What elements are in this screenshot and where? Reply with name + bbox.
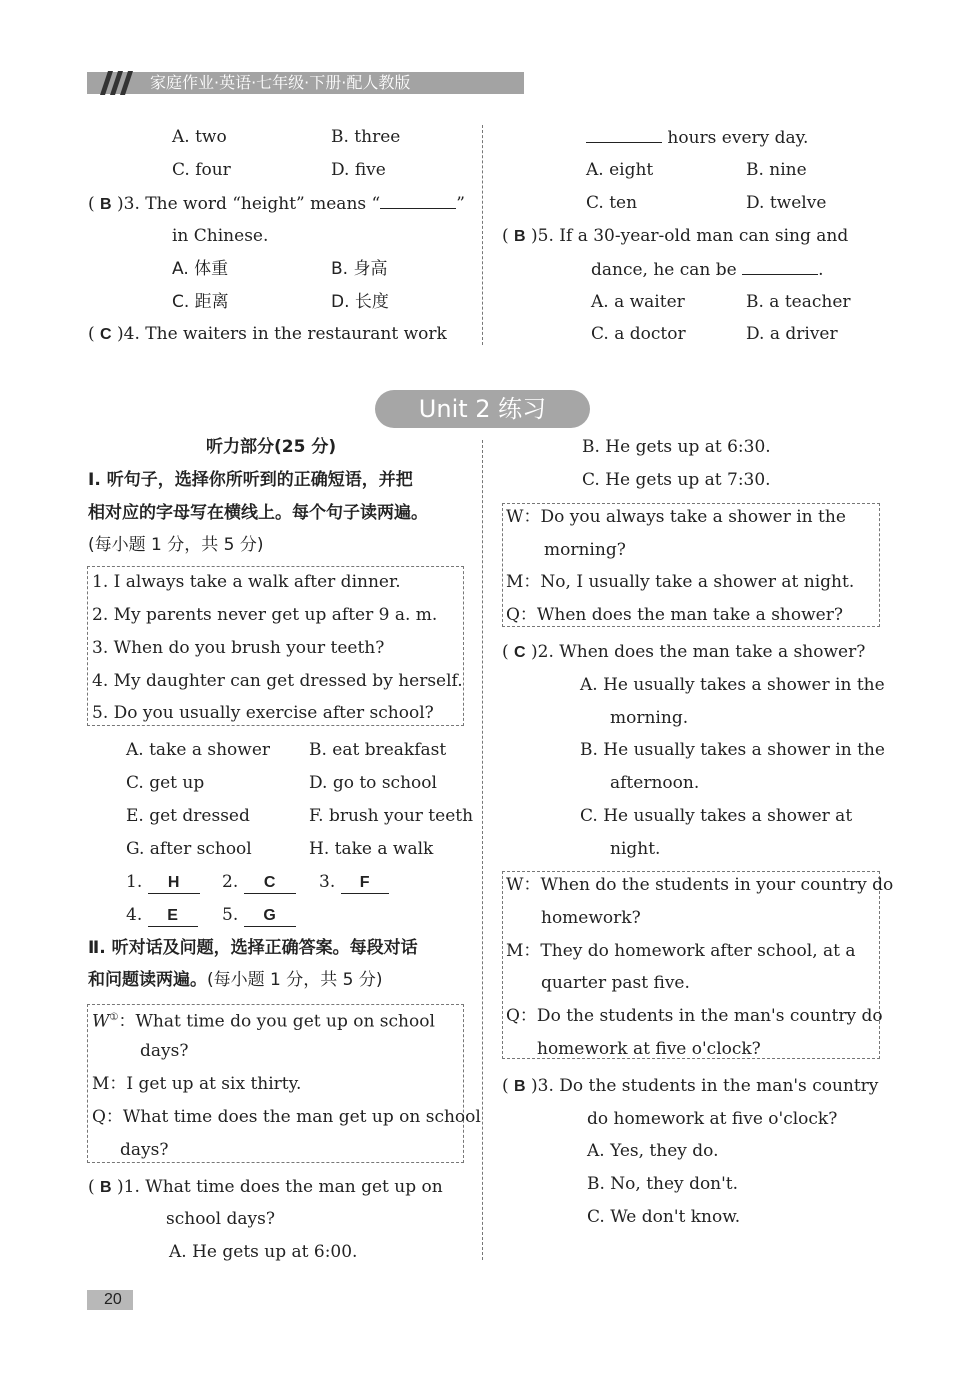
fill-item: 4. E bbox=[126, 905, 198, 927]
option: D. 长度 bbox=[331, 292, 389, 312]
header-slashes-icon bbox=[94, 71, 134, 95]
blank bbox=[742, 259, 818, 275]
option: B. nine bbox=[746, 160, 807, 180]
question-3-listening: ( B )3. Do the students in the man's country bbox=[502, 1076, 879, 1096]
phrase-option: B. eat breakfast bbox=[309, 740, 447, 760]
answer-q5: B bbox=[514, 228, 526, 245]
option: D. five bbox=[331, 160, 386, 180]
option: B. He gets up at 6:30. bbox=[582, 437, 771, 457]
option: A. 体重 bbox=[172, 259, 229, 279]
phrase-option: H. take a walk bbox=[309, 839, 434, 859]
question-1: ( B )1. What time does the man get up on bbox=[88, 1177, 443, 1197]
answer-q2: C bbox=[514, 644, 526, 661]
dialog-line: Q：When does the man take a shower? bbox=[506, 605, 843, 625]
option: A. two bbox=[172, 127, 227, 147]
option: afternoon. bbox=[610, 773, 700, 793]
part2-instruction-1: Ⅱ. 听对话及问题，选择正确答案。每段对话 bbox=[88, 938, 418, 958]
dialog-line: W①：What time do you get up on school bbox=[92, 1011, 435, 1032]
question-5: ( B )5. If a 30-year-old man can sing and bbox=[502, 226, 849, 246]
option: B. three bbox=[331, 127, 401, 147]
sentence-item: 1. I always take a walk after dinner. bbox=[92, 572, 401, 592]
phrase-option: E. get dressed bbox=[126, 806, 250, 826]
main-column-divider bbox=[482, 440, 483, 1260]
section-title: 听力部分(25 分) bbox=[206, 437, 337, 457]
answer-q3-listening: B bbox=[514, 1078, 526, 1095]
answer-q1: B bbox=[100, 1179, 112, 1196]
option: D. twelve bbox=[746, 193, 827, 213]
option: C. four bbox=[172, 160, 231, 180]
dialog-line: days? bbox=[140, 1041, 189, 1061]
option: A. He gets up at 6:00. bbox=[169, 1242, 358, 1262]
phrase-option: G. after school bbox=[126, 839, 252, 859]
fill-answer: C bbox=[244, 873, 296, 894]
part1-instruction-2: 相对应的字母写在横线上。每个句子读两遍。 bbox=[88, 503, 428, 523]
blank bbox=[380, 193, 456, 209]
top-column-divider bbox=[482, 125, 483, 345]
option: B. 身高 bbox=[331, 259, 388, 279]
dialog-box-3 bbox=[502, 871, 880, 1059]
part1-score: (每小题 1 分，共 5 分) bbox=[88, 535, 264, 555]
option: A. a waiter bbox=[591, 292, 685, 312]
dialog-line: quarter past five. bbox=[541, 973, 690, 993]
fill-item: 3. F bbox=[319, 872, 389, 894]
part2-instruction-2: 和问题读两遍。(每小题 1 分，共 5 分) bbox=[88, 970, 383, 990]
dialog-line: homework at five o'clock? bbox=[537, 1039, 761, 1059]
question-3-stem: in Chinese. bbox=[172, 226, 269, 246]
option: A. He usually takes a shower in the bbox=[580, 675, 885, 695]
question-2: ( C )2. When does the man take a shower? bbox=[502, 642, 866, 662]
fill-item: 2. C bbox=[222, 872, 296, 894]
part1-instruction-1: Ⅰ. 听句子，选择你所听到的正确短语，并把 bbox=[88, 470, 413, 490]
question-1-stem: school days? bbox=[166, 1209, 275, 1229]
dialog-line: M：They do homework after school, at a bbox=[506, 941, 856, 961]
option: C. He usually takes a shower at bbox=[580, 806, 853, 826]
dialog-line: M：I get up at six thirty. bbox=[92, 1074, 302, 1094]
option: C. He gets up at 7:30. bbox=[582, 470, 771, 490]
option: night. bbox=[610, 839, 661, 859]
fill-answer: F bbox=[341, 873, 389, 894]
option: C. 距离 bbox=[172, 292, 229, 312]
dialog-line: W：When do the students in your country do bbox=[506, 875, 894, 895]
unit-title: Unit 2 练习 bbox=[418, 395, 547, 423]
sentence-item: 3. When do you brush your teeth? bbox=[92, 638, 385, 658]
phrase-option: D. go to school bbox=[309, 773, 437, 793]
dialog-line: Q：What time does the man get up on school bbox=[92, 1107, 481, 1127]
dialog-line: morning? bbox=[544, 540, 626, 560]
question-3: ( B )3. The word “height” means “ ” bbox=[88, 194, 465, 214]
dialog-line: M：No, I usually take a shower at night. bbox=[506, 572, 855, 592]
option: C. ten bbox=[586, 193, 638, 213]
sentence-item: 4. My daughter can get dressed by herself. bbox=[92, 671, 463, 691]
phrase-option: A. take a shower bbox=[126, 740, 271, 760]
question-4: ( C )4. The waiters in the restaurant work bbox=[88, 324, 447, 344]
phrase-option: F. brush your teeth bbox=[309, 806, 474, 826]
header-title: 家庭作业·英语·七年级·下册·配人教版 bbox=[150, 73, 411, 92]
page-number: 20 bbox=[104, 1291, 122, 1308]
phrase-option: C. get up bbox=[126, 773, 205, 793]
answer-q3: B bbox=[100, 196, 112, 213]
fill-item: 5. G bbox=[222, 905, 296, 927]
question-4-continued: hours every day. bbox=[586, 127, 808, 148]
answer-q4: C bbox=[100, 326, 112, 343]
fill-item: 1. H bbox=[126, 872, 200, 894]
fill-answer: E bbox=[148, 906, 198, 927]
option: C. We don't know. bbox=[587, 1207, 741, 1227]
option: D. a driver bbox=[746, 324, 838, 344]
option: morning. bbox=[610, 708, 689, 728]
fill-answer: H bbox=[148, 873, 200, 894]
fill-answer: G bbox=[244, 906, 296, 927]
dialog-line: days? bbox=[120, 1140, 169, 1160]
option: B. a teacher bbox=[746, 292, 851, 312]
dialog-line: W：Do you always take a shower in the bbox=[506, 507, 846, 527]
sentence-item: 2. My parents never get up after 9 a. m. bbox=[92, 605, 438, 625]
option: A. eight bbox=[586, 160, 654, 180]
option: C. a doctor bbox=[591, 324, 686, 344]
question-3-stem: do homework at five o'clock? bbox=[587, 1109, 838, 1129]
dialog-line: homework? bbox=[541, 908, 641, 928]
option: B. No, they don't. bbox=[587, 1174, 739, 1194]
dialog-line: Q：Do the students in the man's country do bbox=[506, 1006, 883, 1026]
question-5-stem: dance, he can be . bbox=[591, 260, 824, 280]
sentence-item: 5. Do you usually exercise after school? bbox=[92, 703, 434, 723]
option: B. He usually takes a shower in the bbox=[580, 740, 885, 760]
option: A. Yes, they do. bbox=[587, 1141, 719, 1161]
blank bbox=[586, 127, 662, 143]
